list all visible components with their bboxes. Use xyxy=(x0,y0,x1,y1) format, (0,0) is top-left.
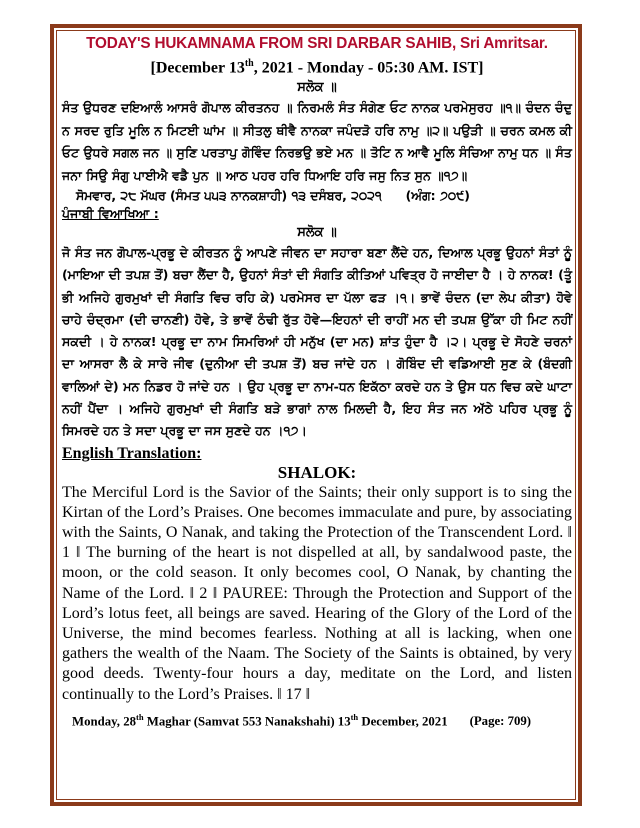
footer-date-line xyxy=(62,708,572,730)
page-content xyxy=(62,34,572,798)
ang-number: (ਅੰਗ: ੭੦੯) xyxy=(405,187,470,203)
english-translation: The Merciful Lord is the Savior of the Saints; their only support is to sing the Kirtan of the Lord’s Praises. One becomes immaculate and pure, by associating with the Saints, O Nanak, and taking the Protection of the Transcendent Lord. ‖ 1 ‖ The burning of the heart is not dispelled at all, by sandalwood paste, the moon, or the cold season. It only becomes cool, O Nanak, by chanting the Name of the Lord. ‖ 2 ‖ PAUREE: Through the Protection and Support of the Lord’s lotus feet, all beings are saved. Hearing of the Glory of the Lord of the Universe, the mind becomes fearless. Nothing at all is lacking, when one gathers the wealth of the Naam. The Society of the Saints is obtained, by very good deeds. Twenty-four hours a day, meditate on the Lord, and listen continually to the Lord’s Praises. ‖ 17 ‖ xyxy=(62,483,572,703)
date-suffix: , 2021 - Monday - 05:30 AM. IST] xyxy=(253,59,484,77)
gurbani-verse: ਸੰਤ ਉਧਰਣ ਦਇਆਲੰ ਆਸਰੰ ਗੋਪਾਲ ਕੀਰਤਨਹ ॥ ਨਿਰਮਲੰ ਸੰਤ ਸੰਗੇਣ ਓਟ ਨਾਨਕ ਪਰਮੇਸੁਰਹ ॥੧॥ ਚੰਦਨ ਚੰਦੁ ਨ ਸਰਦ ਰੁਤਿ ਮੂਲਿ ਨ ਮਿਟਈ ਘਾਂਮ ॥ ਸੀਤਲੁ ਥੀਵੈ ਨਾਨਕਾ ਜਪੰਦੜੋ ਹਰਿ ਨਾਮੁ ॥੨॥ ਪਉੜੀ ॥ ਚਰਨ ਕਮਲ ਕੀ ਓਟ ਉਧਰੇ ਸਗਲ ਜਨ ॥ ਸੁਣਿ ਪਰਤਾਪੁ ਗੋਵਿੰਦ ਨਿਰਭਉ ਭਏ ਮਨ ॥ ਤੋਟਿ ਨ ਆਵੈ ਮੂਲਿ ਸੰਚਿਆ ਨਾਮੁ ਧਨ ॥ ਸੰਤ ਜਨਾ ਸਿਉ ਸੰਗੁ ਪਾਈਐ ਵਡੈ ਪੁਨ ॥ ਆਠ ਪਹਰ ਹਰਿ ਧਿਆਇ ਹਰਿ ਜਸੁ ਨਿਤ ਸੁਨ ॥੧੭॥ xyxy=(62,100,572,183)
footer-page-ref: (Page: 709) xyxy=(469,714,532,729)
date-header xyxy=(62,54,572,78)
footer-sup1: th xyxy=(136,711,144,722)
english-sub-heading: SHALOK: xyxy=(277,462,357,482)
footer-part1: Monday, 28 xyxy=(72,714,136,729)
footer-part2: Maghar (Samvat 553 Nanakshahi) 13 xyxy=(143,714,351,729)
page-title: TODAY'S HUKAMNAMA FROM SRI DARBAR SAHIB, Sri Amritsar. xyxy=(86,35,548,52)
english-translation-heading: English Translation: xyxy=(62,444,202,462)
gurmukhi-date-line xyxy=(62,187,572,205)
footer-part3: December, 2021 xyxy=(358,714,448,729)
punjabi-explanation: ਜੋ ਸੰਤ ਜਨ ਗੋਪਾਲ-ਪ੍ਰਭੂ ਦੇ ਕੀਰਤਨ ਨੂੰ ਆਪਣੇ ਜੀਵਨ ਦਾ ਸਹਾਰਾ ਬਣਾ ਲੈਂਦੇ ਹਨ, ਦਿਆਲ ਪ੍ਰਭੂ ਉਹਨਾਂ ਸੰਤਾਂ ਨੂੰ (ਮਾਇਆ ਦੀ ਤਪਸ਼ ਤੋਂ) ਬਚਾ ਲੈਂਦਾ ਹੈ, ਉਹਨਾਂ ਸੰਤਾਂ ਦੀ ਸੰਗਤਿ ਕੀਤਿਆਂ ਪਵਿਤ੍ਰ ਹੋ ਜਾਈਦਾ ਹੈ । ਹੇ ਨਾਨਕ! (ਤੂੰ ਭੀ ਅਜਿਹੇ ਗੁਰਮੁਖਾਂ ਦੀ ਸੰਗਤਿ ਵਿਚ ਰਹਿ ਕੇ) ਪਰਮੇਸਰ ਦਾ ਪੱਲਾ ਫੜ ।੧। ਭਾਵੇਂ ਚੰਦਨ (ਦਾ ਲੇਪ ਕੀਤਾ) ਹੋਵੇ ਚਾਹੇ ਚੰਦ੍ਰਮਾ (ਦੀ ਚਾਨਣੀ) ਹੋਵੇ, ਤੇ ਭਾਵੇਂ ਠੰਢੀ ਰੁੱਤ ਹੋਵੇ—ਇਹਨਾਂ ਦੀ ਰਾਹੀਂ ਮਨ ਦੀ ਤਪਸ਼ ਉੱਕਾ ਹੀ ਮਿਟ ਨਹੀਂ ਸਕਦੀ । ਹੇ ਨਾਨਕ! ਪ੍ਰਭੂ ਦਾ ਨਾਮ ਸਿਮਰਿਆਂ ਹੀ ਮਨੁੱਖ (ਦਾ ਮਨ) ਸ਼ਾਂਤ ਹੁੰਦਾ ਹੈ ।੨। ਪ੍ਰਭੂ ਦੇ ਸੋਹਣੇ ਚਰਨਾਂ ਦਾ ਆਸਰਾ ਲੈ ਕੇ ਸਾਰੇ ਜੀਵ (ਦੁਨੀਆ ਦੀ ਤਪਸ਼ ਤੋਂ) ਬਚ ਜਾਂਦੇ ਹਨ । ਗੋਬਿੰਦ ਦੀ ਵਡਿਆਈ ਸੁਣ ਕੇ (ਬੰਦਗੀ ਵਾਲਿਆਂ ਦੇ) ਮਨ ਨਿਡਰ ਹੋ ਜਾਂਦੇ ਹਨ । ਉਹ ਪ੍ਰਭੂ ਦਾ ਨਾਮ-ਧਨ ਇਕੱਠਾ ਕਰਦੇ ਹਨ ਤੇ ਉਸ ਧਨ ਵਿਚ ਕਦੇ ਘਾਟਾ ਨਹੀਂ ਪੈਂਦਾ । ਅਜਿਹੇ ਗੁਰਮੁਖਾਂ ਦੀ ਸੰਗਤਿ ਬੜੇ ਭਾਗਾਂ ਨਾਲ ਮਿਲਦੀ ਹੈ, ਇਹ ਸੰਤ ਜਨ ਅੱਠੇ ਪਹਿਰ ਪ੍ਰਭੂ ਨੂੰ ਸਿਮਰਦੇ ਹਨ ਤੇ ਸਦਾ ਪ੍ਰਭੂ ਦਾ ਜਸ ਸੁਣਦੇ ਹਨ ।੧੭। xyxy=(62,244,572,439)
punjabi-explanation-heading: ਪੰਜਾਬੀ ਵਿਆਖਿਆ : xyxy=(62,205,159,221)
punjabi-sub-heading: ਸਲੋਕ ॥ xyxy=(297,224,337,240)
gurbani-heading: ਸਲੋਕ ॥ xyxy=(297,80,337,96)
footer-sup2: th xyxy=(350,711,359,722)
date-prefix: [December 13 xyxy=(150,59,245,77)
date-suffix-sup: th xyxy=(244,58,254,69)
gurmukhi-date: ਸੋਮਵਾਰ, ੨੮ ਮੱਘਰ (ਸੰਮਤ ੫੫੩ ਨਾਨਕਸ਼ਾਹੀ) ੧੩ ਦਸੰਬਰ, ੨੦੨੧ xyxy=(76,187,382,203)
